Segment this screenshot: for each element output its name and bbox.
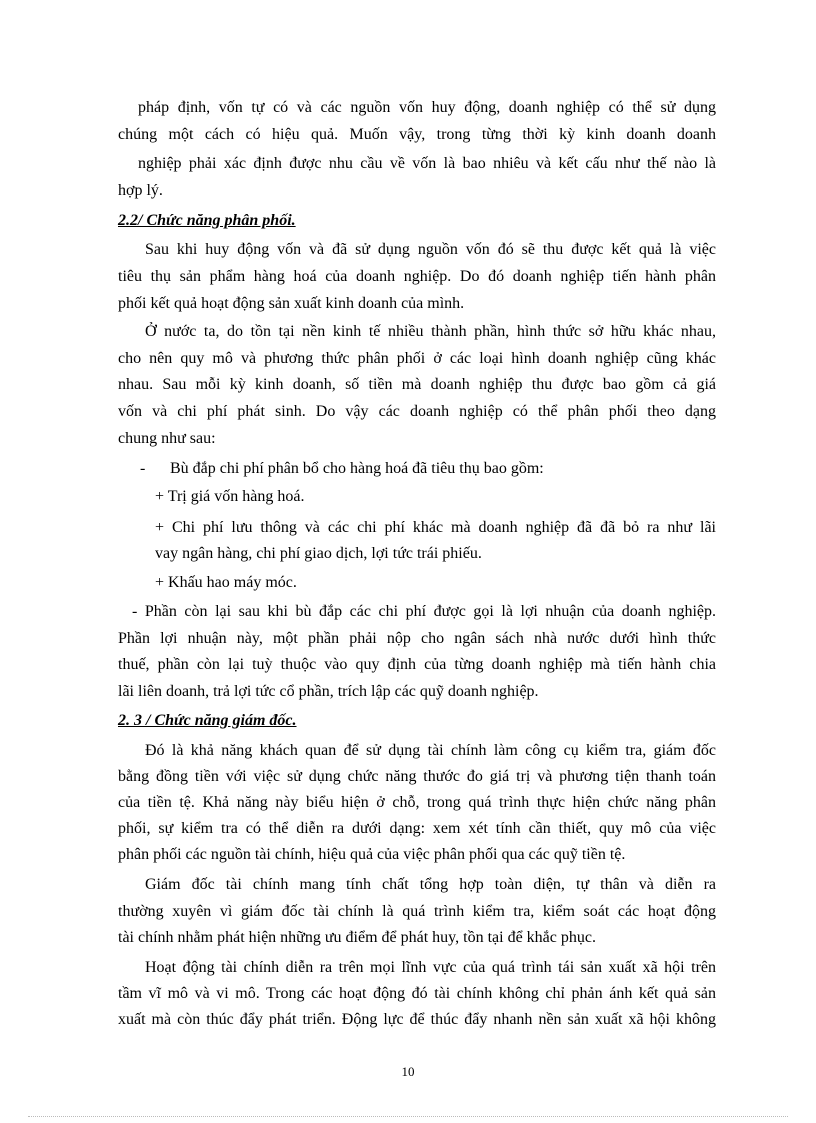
text-line: cho nên quy mô và phương thức phân phối ở các loại hình doanh nghiệp cũng khác: [118, 350, 716, 367]
section-heading-2-2: 2.2/ Chức năng phân phối.: [118, 212, 296, 229]
text-line: hợp lý.: [118, 182, 163, 199]
text-line: Ở nước ta, do tồn tại nền kinh tế nhiều thành phần, hình thức sở hữu khác nhau,: [145, 323, 716, 340]
text-line: Bù đắp chi phí phân bổ cho hàng hoá đã tiêu thụ bao gồm:: [170, 460, 544, 477]
text-line: tài chính nhằm phát hiện những ưu điểm để phát huy, tồn tại để khắc phục.: [118, 929, 596, 946]
text-line: pháp định, vốn tự có và các nguồn vốn huy động, doanh nghiệp có thể sử dụng: [138, 99, 716, 116]
text-line: của tiền tệ. Khả năng này biểu hiện ở chỗ, trong quá trình thực hiện chức năng phân: [118, 794, 716, 811]
text-line: bằng đồng tiền với việc sử dụng chức năng thước đo giá trị và phương tiện thanh toán: [118, 768, 716, 785]
list-dash: -: [140, 460, 146, 477]
text-line: Sau khi huy động vốn và đã sử dụng nguồn vốn đó sẽ thu được kết quả là việc: [145, 241, 716, 258]
text-line: vay ngân hàng, chi phí giao dịch, lợi tức trái phiếu.: [155, 545, 482, 562]
text-line: Hoạt động tài chính diễn ra trên mọi lĩnh vực của quá trình tái sản xuất xã hội trên: [145, 959, 716, 976]
text-line: - Phần còn lại sau khi bù đắp các chi phí được gọi là lợi nhuận của doanh nghiệp.: [132, 603, 716, 620]
text-line: phối kết quả hoạt động sản xuất kinh doanh của mình.: [118, 295, 465, 312]
text-line: nhau. Sau mỗi kỳ kinh doanh, số tiền mà doanh nghiệp thu được bao gồm cả giá: [118, 376, 716, 393]
text-line: chung như sau:: [118, 430, 216, 447]
text-line: Giám đốc tài chính mang tính chất tổng hợp toàn diện, tự thân và diễn ra: [145, 876, 716, 893]
text-line: tầm vĩ mô và vi mô. Trong các hoạt động đó tài chính không chỉ phản ánh kết quả sản: [118, 985, 716, 1002]
text-line: tiêu thụ sản phẩm hàng hoá của doanh nghiệp. Do đó doanh nghiệp tiến hành phân: [118, 268, 716, 285]
text-line: chúng một cách có hiệu quả. Muốn vậy, trong từng thời kỳ kinh doanh doanh: [118, 126, 716, 143]
text-line: thuế, phần còn lại tuỳ thuộc vào quy định của từng doanh nghiệp mà tiến hành chia: [118, 656, 716, 673]
section-heading-2-3: 2. 3 / Chức năng giám đốc.: [118, 712, 297, 729]
text-line: lãi liên doanh, trả lợi tức cổ phần, trích lập các quỹ doanh nghiệp.: [118, 683, 539, 700]
text-line: + Khấu hao máy móc.: [155, 574, 297, 591]
text-line: xuất mà còn thúc đẩy phát triển. Động lực để thúc đẩy nhanh nền sản xuất xã hội không: [118, 1011, 716, 1028]
text-line: nghiệp phải xác định được nhu cầu về vốn là bao nhiêu và kết cấu như thế nào là: [138, 155, 716, 172]
text-line: phối, sự kiểm tra có thể diễn ra dưới dạng: xem xét tính cần thiết, quy mô của việc: [118, 820, 716, 837]
text-line: + Chi phí lưu thông và các chi phí khác mà doanh nghiệp đã đã bỏ ra như lãi: [155, 519, 716, 536]
text-line: phân phối các nguồn tài chính, hiệu quả của việc phân phối qua các quỹ tiền tệ.: [118, 846, 626, 863]
text-line: vốn và chi phí phát sinh. Do vậy các doanh nghiệp có thể phân phối theo dạng: [118, 403, 716, 420]
text-line: Đó là khả năng khách quan để sử dụng tài chính làm công cụ kiểm tra, giám đốc: [145, 742, 716, 759]
footer-divider: [28, 1116, 788, 1117]
text-line: + Trị giá vốn hàng hoá.: [155, 488, 305, 505]
page-number: 10: [401, 1064, 415, 1079]
text-line: thường xuyên vì giám đốc tài chính là quá trình kiểm tra, kiểm soát các hoạt động: [118, 903, 716, 920]
text-line: Phần lợi nhuận này, một phần phải nộp cho ngân sách nhà nước dưới hình thức: [118, 630, 716, 647]
